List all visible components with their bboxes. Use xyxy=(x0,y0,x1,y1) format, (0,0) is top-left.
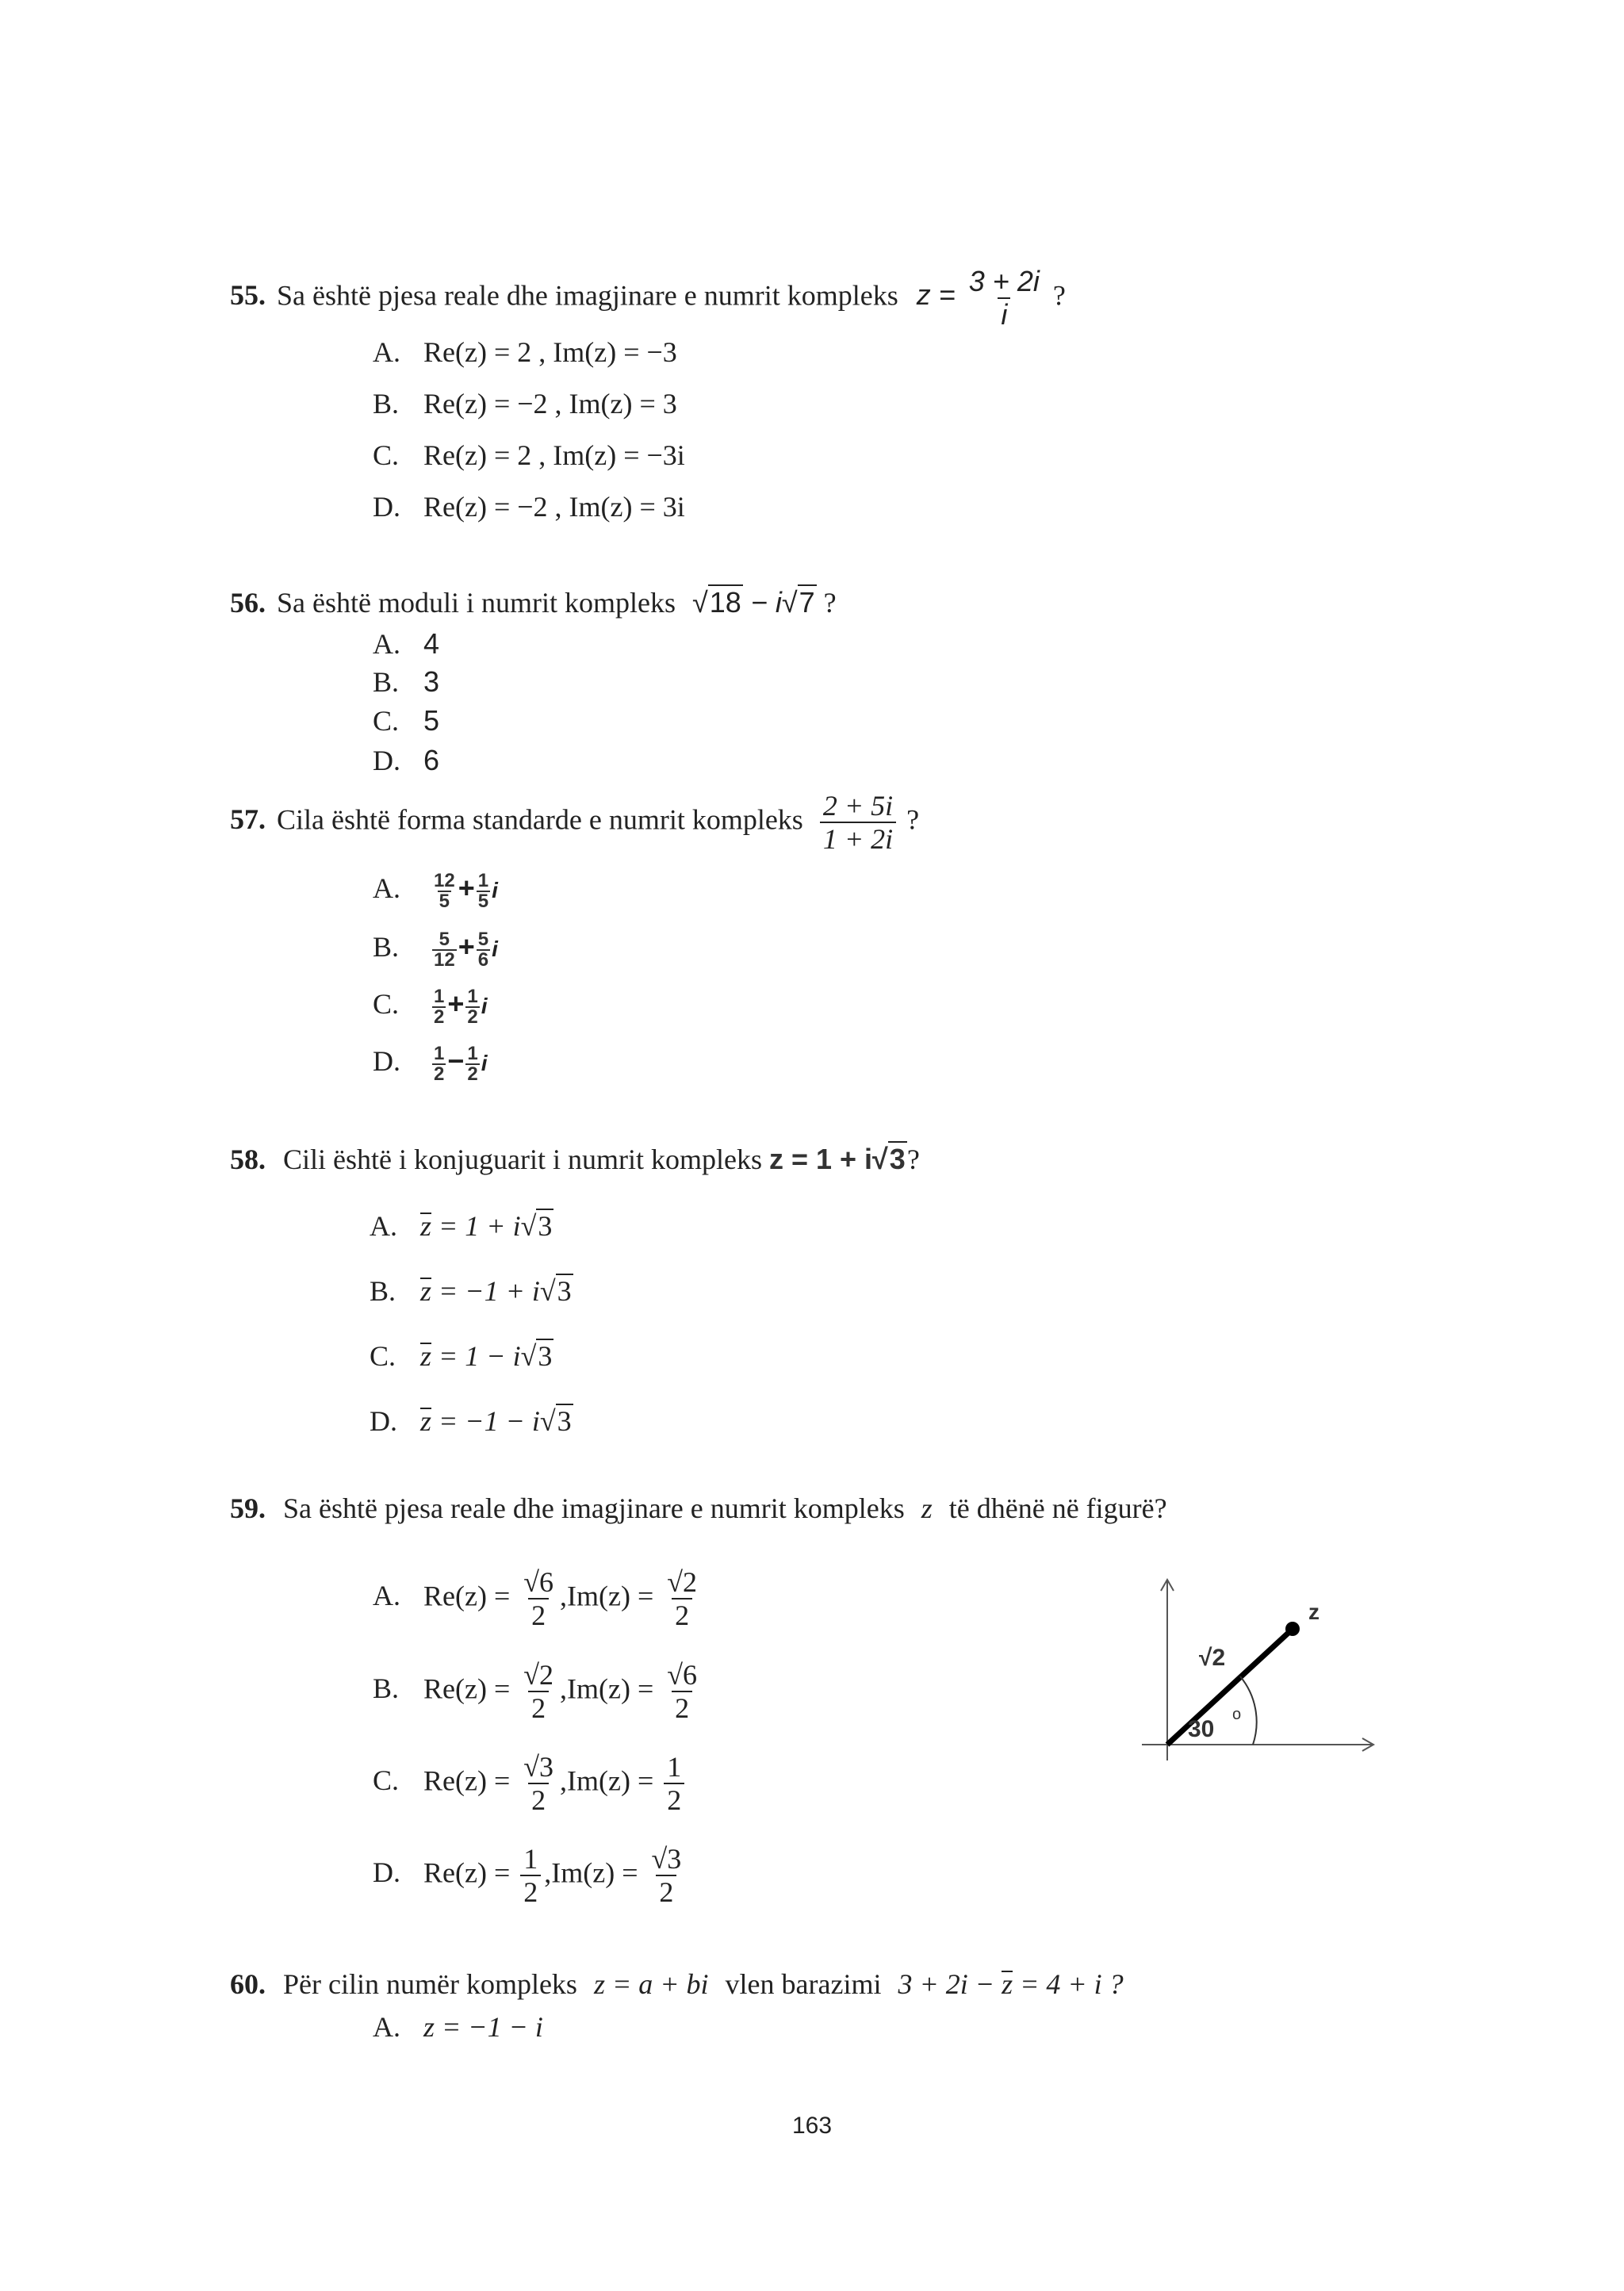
question-number: 56. xyxy=(230,587,266,619)
numerator: 1 xyxy=(477,869,489,891)
re-label: Re(z) = xyxy=(423,1672,511,1705)
option-letter: C. xyxy=(373,988,400,1020)
radicand: 3 xyxy=(538,1340,553,1372)
option-58-a: A. z = 1 + i√3 xyxy=(370,1210,553,1242)
numerator: 1 xyxy=(434,985,445,1007)
fraction-denominator: 1 + 2i xyxy=(820,822,896,855)
option-56-c xyxy=(373,703,439,738)
option-letter: D. xyxy=(373,1856,400,1889)
angle-label: 30 xyxy=(1188,1716,1215,1742)
conjugate-var: z xyxy=(420,1210,432,1242)
option-letter: C. xyxy=(370,1340,396,1372)
option-57-d xyxy=(373,1044,488,1084)
fraction-2 xyxy=(477,930,490,970)
radicand-2: 7 xyxy=(799,586,815,619)
denominator: 2 xyxy=(672,1691,692,1724)
question-55 xyxy=(230,266,1066,331)
question-57 xyxy=(230,790,919,855)
question-text: Sa është pjesa reale dhe imagjinare e numrit kompleks xyxy=(283,1492,905,1524)
question-text: Cili është i konjuguarit i numrit kompleks xyxy=(283,1144,762,1175)
fraction-1 xyxy=(432,987,446,1027)
fraction-1 xyxy=(432,1044,446,1084)
option-text: = −1 − i xyxy=(439,1405,540,1437)
option-letter: A. xyxy=(373,2011,400,2043)
denominator: 2 xyxy=(467,1063,478,1085)
question-58 xyxy=(230,1142,920,1177)
numerator: 1 xyxy=(667,1751,682,1783)
option-text: Re(z) = −2 , Im(z) = 3i xyxy=(423,491,685,523)
numerator: 1 xyxy=(467,985,478,1007)
question-text: Sa është pjesa reale dhe imagjinare e numrit kompleks xyxy=(277,279,898,312)
conjugate-var: z xyxy=(420,1275,432,1307)
option-letter: D. xyxy=(370,1405,397,1437)
option-letter: D. xyxy=(373,491,400,523)
option-text: = −1 + i xyxy=(439,1275,540,1307)
expr-text: z = 1 + i xyxy=(768,1143,873,1175)
option-letter: A. xyxy=(373,336,400,368)
option-text: = 1 − i xyxy=(439,1340,521,1372)
option-letter: A. xyxy=(373,628,400,660)
imag-unit: i xyxy=(492,878,498,902)
operator: − xyxy=(447,1044,465,1077)
option-58-d: D. z = −1 − i√3 xyxy=(370,1405,572,1437)
radicand: 3 xyxy=(557,1275,572,1307)
denominator: 5 xyxy=(439,890,450,912)
re-fraction xyxy=(520,1659,557,1724)
denominator: 2 xyxy=(664,1783,684,1816)
re-fraction xyxy=(520,1751,557,1816)
option-text: Re(z) = 2 , Im(z) = −3 xyxy=(423,336,677,368)
question-text: Sa është moduli i numrit kompleks xyxy=(277,587,676,619)
conjugate-var: z xyxy=(420,1405,432,1437)
option-text: = 1 + i xyxy=(439,1210,521,1242)
im-label: ,Im(z) = xyxy=(560,1580,654,1612)
question-number: 57. xyxy=(230,803,266,836)
option-56-a xyxy=(373,626,439,661)
question-59 xyxy=(230,1491,1167,1526)
im-fraction xyxy=(664,1751,684,1816)
re-fraction xyxy=(520,1843,541,1908)
option-letter: A. xyxy=(370,1210,397,1242)
re-label: Re(z) = xyxy=(423,1764,511,1797)
denominator: 2 xyxy=(528,1783,549,1816)
question-text: Cila është forma standarde e numrit kompleks xyxy=(277,803,803,836)
question-end: ? xyxy=(906,803,920,836)
option-57-a xyxy=(373,871,498,911)
question-text-2: vlen barazimi xyxy=(725,1968,882,2000)
denominator: 5 xyxy=(477,890,489,912)
radicand: 3 xyxy=(889,1143,906,1175)
numerator: 1 xyxy=(523,1843,538,1875)
expr-2b: = 4 + i ? xyxy=(1020,1968,1124,2000)
option-text: 6 xyxy=(423,744,440,776)
length-label: √2 xyxy=(1199,1645,1226,1671)
question-number: 58. xyxy=(230,1144,266,1175)
denominator: 6 xyxy=(477,948,489,971)
denominator: 2 xyxy=(528,1598,549,1631)
expr-mid: − i xyxy=(750,586,782,619)
option-55-a xyxy=(373,335,677,370)
option-59-a xyxy=(373,1566,703,1631)
option-letter: C. xyxy=(373,705,400,737)
im-label: ,Im(z) = xyxy=(544,1856,638,1889)
imag-unit: i xyxy=(492,937,498,961)
expr-2a: 3 + 2i − xyxy=(898,1968,995,2000)
option-text: 4 xyxy=(423,627,440,660)
numerator: √2 xyxy=(523,1659,554,1691)
option-letter: C. xyxy=(373,1764,400,1797)
fraction-numerator: 3 + 2i xyxy=(968,265,1040,297)
option-letter: B. xyxy=(373,666,400,698)
option-59-b xyxy=(373,1659,703,1724)
expr-fraction xyxy=(820,790,896,855)
point-label: z xyxy=(1308,1599,1320,1624)
angle-arc xyxy=(1240,1676,1257,1745)
im-fraction xyxy=(664,1566,700,1631)
numerator: √2 xyxy=(667,1566,698,1598)
re-label: Re(z) = xyxy=(423,1580,511,1612)
option-60-a xyxy=(373,2009,543,2044)
option-text: 5 xyxy=(423,704,440,737)
imag-unit: i xyxy=(481,1051,488,1075)
option-text: z = −1 − i xyxy=(423,2011,543,2043)
page-number: 163 xyxy=(791,2113,833,2139)
expr-1: z = a + bi xyxy=(593,1968,709,2000)
option-59-c xyxy=(373,1751,688,1816)
radicand-1: 18 xyxy=(709,586,741,619)
option-58-c: C. z = 1 − i√3 xyxy=(370,1340,553,1372)
option-letter: C. xyxy=(373,439,400,471)
numerator: √3 xyxy=(651,1843,682,1875)
point-z xyxy=(1285,1622,1300,1636)
option-letter: B. xyxy=(373,931,400,963)
fraction-2 xyxy=(465,987,479,1027)
imag-unit: i xyxy=(481,994,488,1018)
fraction-1 xyxy=(432,930,457,970)
radicand: 3 xyxy=(538,1210,553,1242)
fraction-numerator: 2 + 5i xyxy=(822,790,894,822)
numerator: 1 xyxy=(467,1042,478,1064)
option-58-b: B. z = −1 + i√3 xyxy=(370,1275,572,1307)
question-56 xyxy=(230,585,837,620)
numerator: √3 xyxy=(523,1751,554,1783)
option-56-d xyxy=(373,743,439,778)
option-letter: D. xyxy=(373,1045,400,1077)
expr: z = 1 + i√3 xyxy=(768,1143,906,1175)
conjugate-var: z xyxy=(420,1340,432,1372)
question-number: 60. xyxy=(230,1968,266,2000)
complex-plane-figure xyxy=(1126,1570,1380,1776)
option-text: Re(z) = −2 , Im(z) = 3 xyxy=(423,388,677,420)
expr-fraction xyxy=(966,266,1043,331)
option-55-c xyxy=(373,438,685,473)
modulus-expr: √18 − i√7 xyxy=(691,586,815,619)
im-label: ,Im(z) = xyxy=(560,1672,654,1705)
question-number: 55. xyxy=(230,279,266,312)
denominator: 12 xyxy=(434,948,455,971)
fraction-denominator: i xyxy=(998,297,1010,331)
option-letter: D. xyxy=(373,745,400,776)
expr-lhs: z = xyxy=(916,278,956,312)
denominator: 2 xyxy=(672,1598,692,1631)
question-end: ? xyxy=(823,587,837,619)
question-60 xyxy=(230,1967,1124,2002)
denominator: 2 xyxy=(434,1006,445,1028)
im-fraction xyxy=(664,1659,700,1724)
question-number: 59. xyxy=(230,1492,266,1524)
fraction-2 xyxy=(477,869,490,912)
question-end: ? xyxy=(906,1144,920,1175)
numerator: 1 xyxy=(434,1042,445,1064)
option-56-b xyxy=(373,665,439,699)
denominator: 2 xyxy=(434,1063,445,1085)
option-55-d xyxy=(373,489,685,524)
im-label: ,Im(z) = xyxy=(560,1764,654,1797)
denominator: 2 xyxy=(467,1006,478,1028)
option-letter: B. xyxy=(373,388,400,420)
numerator: 12 xyxy=(434,869,455,891)
re-fraction xyxy=(520,1566,557,1631)
option-letter: B. xyxy=(373,1672,400,1705)
operator: + xyxy=(458,930,475,963)
operator: + xyxy=(447,987,465,1020)
operator: + xyxy=(458,872,475,904)
denominator: 2 xyxy=(520,1875,541,1908)
fraction-2 xyxy=(465,1044,479,1084)
question-end: ? xyxy=(1052,279,1066,312)
question-text: Për cilin numër kompleks xyxy=(283,1968,577,2000)
numerator: √6 xyxy=(523,1566,554,1598)
degree-sign: o xyxy=(1232,1706,1242,1723)
option-59-d xyxy=(373,1843,688,1908)
question-var: z xyxy=(921,1492,933,1524)
question-text-after: të dhënë në figurë? xyxy=(948,1492,1167,1524)
option-letter: A. xyxy=(373,1580,400,1612)
radicand: 3 xyxy=(557,1405,572,1437)
im-fraction xyxy=(649,1843,685,1908)
denominator: 2 xyxy=(528,1691,549,1724)
numerator: √6 xyxy=(667,1659,698,1691)
denominator: 2 xyxy=(656,1875,676,1908)
numerator: 5 xyxy=(439,928,450,950)
numerator: 5 xyxy=(477,928,489,950)
vector-z xyxy=(1167,1630,1291,1745)
option-text: Re(z) = 2 , Im(z) = −3i xyxy=(423,439,685,471)
conjugate-var: z xyxy=(1002,1968,1013,2000)
re-label: Re(z) = xyxy=(423,1856,511,1889)
fraction-1 xyxy=(432,869,457,912)
option-57-b xyxy=(373,929,498,970)
option-text: 3 xyxy=(423,665,440,698)
option-letter: B. xyxy=(370,1275,396,1307)
option-57-c xyxy=(373,987,488,1027)
option-letter: A. xyxy=(373,872,400,904)
option-55-b xyxy=(373,386,677,421)
